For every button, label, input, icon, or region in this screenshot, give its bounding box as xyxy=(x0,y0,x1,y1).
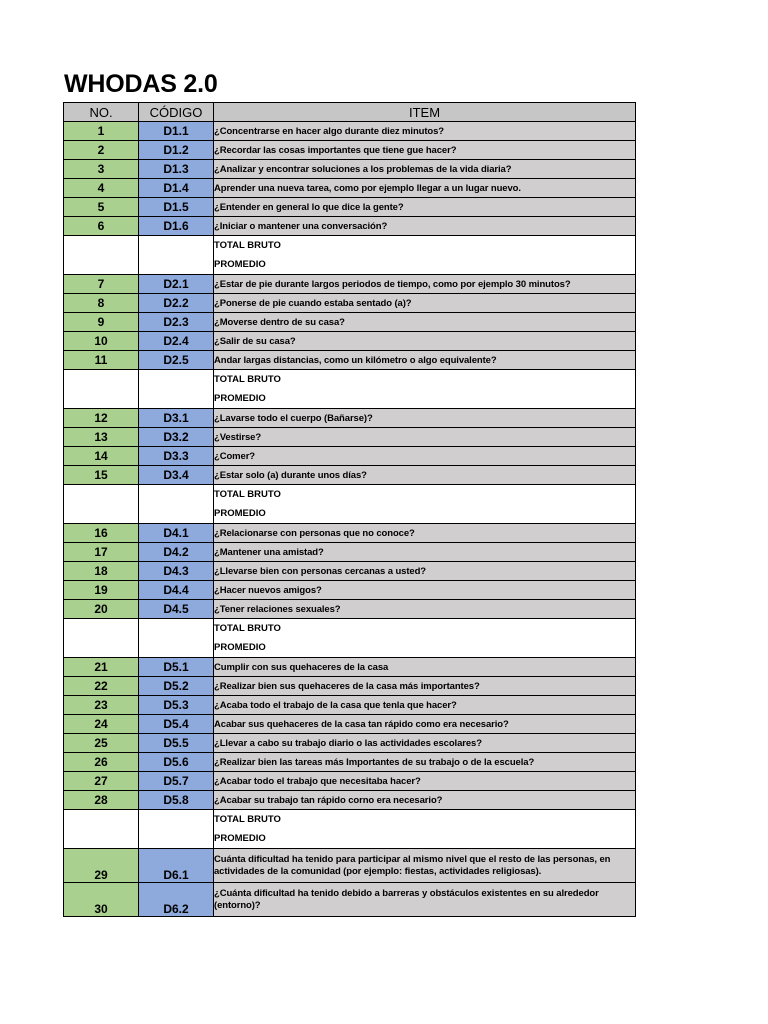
item-text: ¿Acabar su trabajo tan rápido corno era necesario? xyxy=(214,791,636,810)
promedio-label: PROMEDIO xyxy=(214,833,266,844)
item-text: ¿Realizar bien las tareas más Importantes de su trabajo o de la escuela? xyxy=(214,753,636,772)
blank-cell xyxy=(139,370,214,409)
table-row xyxy=(64,581,636,600)
total-labels-cell xyxy=(214,810,636,849)
item-code: D1.1 xyxy=(139,122,214,141)
item-code: D2.5 xyxy=(139,351,214,370)
item-text: ¿Entender en general lo que dice la gente? xyxy=(214,198,636,217)
item-number: 13 xyxy=(64,428,139,447)
table-row xyxy=(64,332,636,351)
item-text: ¿Llevarse bien con personas cercanas a usted? xyxy=(214,562,636,581)
blank-cell xyxy=(139,810,214,849)
header-no: NO. xyxy=(64,103,139,122)
item-number: 11 xyxy=(64,351,139,370)
item-code: D3.4 xyxy=(139,466,214,485)
table-row xyxy=(64,696,636,715)
item-text: ¿Lavarse todo el cuerpo (Bañarse)? xyxy=(214,409,636,428)
table-row xyxy=(64,447,636,466)
item-code: D4.5 xyxy=(139,600,214,619)
header-code: CÓDIGO xyxy=(139,103,214,122)
table-body xyxy=(64,103,636,917)
total-bruto-label: TOTAL BRUTO xyxy=(214,489,281,500)
item-code: D4.3 xyxy=(139,562,214,581)
item-number: 30 xyxy=(64,883,139,917)
table-row xyxy=(64,677,636,696)
table-row xyxy=(64,600,636,619)
item-text: ¿Recordar las cosas importantes que tiene gue hacer? xyxy=(214,141,636,160)
item-text: ¿Iniciar o mantener una conversación? xyxy=(214,217,636,236)
item-number: 27 xyxy=(64,772,139,791)
table-row xyxy=(64,351,636,370)
item-text: ¿Acabar todo el trabajo que necesitaba hacer? xyxy=(214,772,636,791)
total-block xyxy=(64,370,636,409)
table-row xyxy=(64,409,636,428)
item-text: ¿Salir de su casa? xyxy=(214,332,636,351)
item-number: 10 xyxy=(64,332,139,351)
table-row xyxy=(64,160,636,179)
item-code: D4.4 xyxy=(139,581,214,600)
total-block xyxy=(64,485,636,524)
item-text: Andar largas distancias, como un kilómetro o algo equivalente? xyxy=(214,351,636,370)
header-item: ITEM xyxy=(214,103,636,122)
total-bruto-label: TOTAL BRUTO xyxy=(214,623,281,634)
item-code: D5.1 xyxy=(139,658,214,677)
item-number: 7 xyxy=(64,275,139,294)
item-number: 15 xyxy=(64,466,139,485)
item-text: ¿Estar solo (a) durante unos días? xyxy=(214,466,636,485)
item-code: D2.3 xyxy=(139,313,214,332)
table-row xyxy=(64,466,636,485)
item-code: D4.2 xyxy=(139,543,214,562)
table-row xyxy=(64,658,636,677)
promedio-label: PROMEDIO xyxy=(214,259,266,270)
item-text: ¿Estar de pie durante largos periodos de tiempo, como por ejemplo 30 minutos? xyxy=(214,275,636,294)
item-text: Aprender una nueva tarea, como por ejemplo llegar a un lugar nuevo. xyxy=(214,179,636,198)
table-row xyxy=(64,734,636,753)
item-code: D3.3 xyxy=(139,447,214,466)
item-code: D2.2 xyxy=(139,294,214,313)
item-number: 3 xyxy=(64,160,139,179)
item-code: D2.4 xyxy=(139,332,214,351)
item-code: D5.4 xyxy=(139,715,214,734)
total-labels-cell xyxy=(214,236,636,275)
item-number: 4 xyxy=(64,179,139,198)
item-number: 14 xyxy=(64,447,139,466)
total-bruto-label: TOTAL BRUTO xyxy=(214,240,281,251)
item-code: D1.2 xyxy=(139,141,214,160)
table-row xyxy=(64,543,636,562)
table-row xyxy=(64,791,636,810)
table-row xyxy=(64,275,636,294)
header-row xyxy=(64,103,636,122)
item-number: 12 xyxy=(64,409,139,428)
item-code: D5.7 xyxy=(139,772,214,791)
item-text: ¿Llevar a cabo su trabajo diario o las actividades escolares? xyxy=(214,734,636,753)
total-block xyxy=(64,810,636,849)
item-code: D5.2 xyxy=(139,677,214,696)
item-code: D6.1 xyxy=(139,849,214,883)
promedio-label: PROMEDIO xyxy=(214,508,266,519)
item-code: D3.2 xyxy=(139,428,214,447)
item-code: D2.1 xyxy=(139,275,214,294)
total-bruto-label: TOTAL BRUTO xyxy=(214,374,281,385)
document-title: WHODAS 2.0 xyxy=(64,70,218,98)
blank-cell xyxy=(64,370,139,409)
promedio-label: PROMEDIO xyxy=(214,393,266,404)
blank-cell xyxy=(64,810,139,849)
item-number: 24 xyxy=(64,715,139,734)
table-row xyxy=(64,849,636,883)
item-text: ¿Cuánta dificultad ha tenido debido a barreras y obstáculos existentes en su alrededor (entorno)? xyxy=(214,883,636,917)
table-row xyxy=(64,217,636,236)
item-text: ¿Mantener una amistad? xyxy=(214,543,636,562)
item-code: D6.2 xyxy=(139,883,214,917)
total-labels-cell xyxy=(214,619,636,658)
item-number: 29 xyxy=(64,849,139,883)
item-code: D1.3 xyxy=(139,160,214,179)
table-row xyxy=(64,122,636,141)
item-number: 9 xyxy=(64,313,139,332)
table-row xyxy=(64,524,636,543)
total-block xyxy=(64,236,636,275)
table-row xyxy=(64,179,636,198)
total-bruto-label: TOTAL BRUTO xyxy=(214,814,281,825)
item-text: ¿Tener relaciones sexuales? xyxy=(214,600,636,619)
item-code: D4.1 xyxy=(139,524,214,543)
table-row xyxy=(64,198,636,217)
item-number: 17 xyxy=(64,543,139,562)
item-number: 5 xyxy=(64,198,139,217)
item-number: 1 xyxy=(64,122,139,141)
item-number: 28 xyxy=(64,791,139,810)
item-text: ¿Acaba todo el trabajo de la casa que tenla que hacer? xyxy=(214,696,636,715)
total-labels-cell xyxy=(214,485,636,524)
whodas-table xyxy=(63,102,636,917)
table-row xyxy=(64,772,636,791)
item-text: ¿Analizar y encontrar soluciones a los problemas de la vida diaria? xyxy=(214,160,636,179)
table-row xyxy=(64,428,636,447)
item-code: D5.8 xyxy=(139,791,214,810)
table-row xyxy=(64,883,636,917)
item-text: ¿Relacionarse con personas que no conoce? xyxy=(214,524,636,543)
item-number: 2 xyxy=(64,141,139,160)
table-row xyxy=(64,753,636,772)
item-text: Cumplir con sus quehaceres de la casa xyxy=(214,658,636,677)
item-code: D1.6 xyxy=(139,217,214,236)
item-text: ¿Vestirse? xyxy=(214,428,636,447)
item-text: ¿Concentrarse en hacer algo durante diez minutos? xyxy=(214,122,636,141)
total-block xyxy=(64,619,636,658)
item-number: 16 xyxy=(64,524,139,543)
item-number: 19 xyxy=(64,581,139,600)
blank-cell xyxy=(139,485,214,524)
table-row xyxy=(64,562,636,581)
item-number: 26 xyxy=(64,753,139,772)
item-code: D5.3 xyxy=(139,696,214,715)
item-text: ¿Moverse dentro de su casa? xyxy=(214,313,636,332)
blank-cell xyxy=(64,619,139,658)
item-code: D1.5 xyxy=(139,198,214,217)
blank-cell xyxy=(64,485,139,524)
item-number: 6 xyxy=(64,217,139,236)
item-number: 23 xyxy=(64,696,139,715)
item-code: D5.6 xyxy=(139,753,214,772)
table-row xyxy=(64,294,636,313)
table-row xyxy=(64,141,636,160)
item-text: ¿Hacer nuevos amigos? xyxy=(214,581,636,600)
item-number: 8 xyxy=(64,294,139,313)
table-row xyxy=(64,313,636,332)
item-text: ¿Ponerse de pie cuando estaba sentado (a)? xyxy=(214,294,636,313)
item-code: D1.4 xyxy=(139,179,214,198)
blank-cell xyxy=(139,236,214,275)
item-number: 25 xyxy=(64,734,139,753)
blank-cell xyxy=(139,619,214,658)
item-number: 20 xyxy=(64,600,139,619)
item-number: 18 xyxy=(64,562,139,581)
item-code: D3.1 xyxy=(139,409,214,428)
item-text: Acabar sus quehaceres de la casa tan rápido como era necesario? xyxy=(214,715,636,734)
promedio-label: PROMEDIO xyxy=(214,642,266,653)
item-text: ¿Comer? xyxy=(214,447,636,466)
item-number: 21 xyxy=(64,658,139,677)
item-text: Cuánta dificultad ha tenido para participar al mismo nivel que el resto de las personas, en actividades de la comunidad (por ejemplo: fiestas, actividades religiosas). xyxy=(214,849,636,883)
total-labels-cell xyxy=(214,370,636,409)
item-text: ¿Realizar bien sus quehaceres de la casa más importantes? xyxy=(214,677,636,696)
table-row xyxy=(64,715,636,734)
blank-cell xyxy=(64,236,139,275)
item-number: 22 xyxy=(64,677,139,696)
item-code: D5.5 xyxy=(139,734,214,753)
